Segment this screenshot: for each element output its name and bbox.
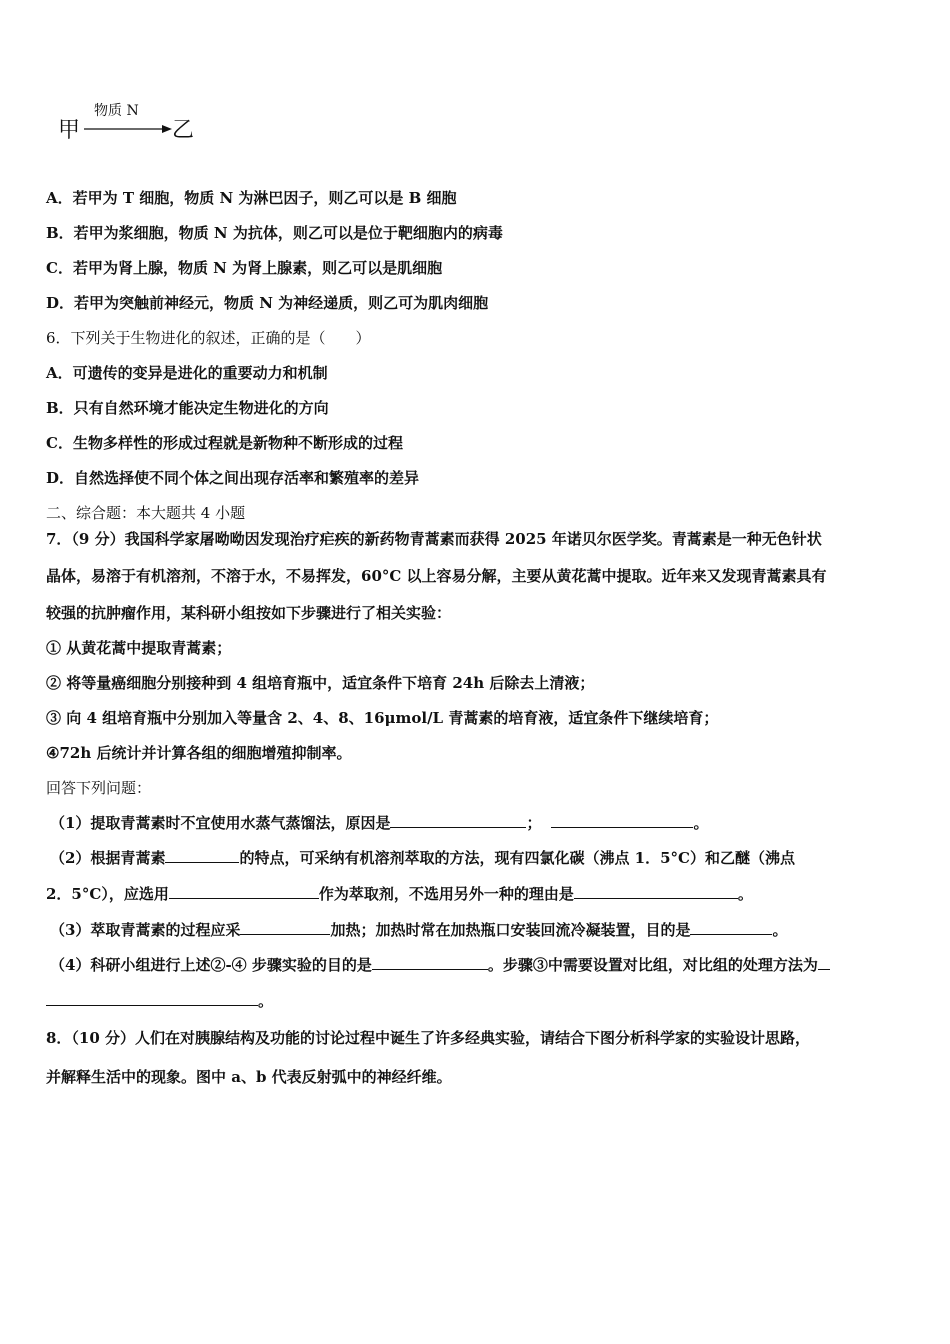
q7-sub-2-text-c: 2．5°C），应选用 — [46, 885, 169, 903]
q7-step-4: ④72h 后统计并计算各组的细胞增殖抑制率。 — [46, 744, 352, 762]
q7-sub-4-line-2 — [46, 991, 273, 1011]
q7-stem-line-3: 较强的抗肿瘤作用，某科研小组按如下步骤进行了相关实验： — [46, 604, 452, 622]
q7-sub-4-text-b: 。步骤③中需要设置对比组，对比组的处理方法为 — [487, 956, 818, 974]
answer-blank[interactable] — [551, 813, 693, 828]
q7-sub-2-text-b: 的特点，可采纳有机溶剂萃取的方法，现有四氯化碳（沸点 1．5°C）和乙醚（沸点 — [239, 849, 795, 867]
q7-sub-1-text: （1）提取青蒿素时不宜使用水蒸气蒸馏法，原因是 — [50, 814, 391, 832]
q8-stem-line-2: 并解释生活中的现象。图中 a、b 代表反射弧中的神经纤维。 — [46, 1068, 452, 1086]
q7-sub-4-end: 。 — [258, 992, 274, 1010]
answer-blank[interactable] — [690, 920, 772, 935]
q7-stem-line-1: 7．（9 分）我国科学家屠呦呦因发现治疗疟疾的新药物青蒿素而获得 2025 年诺贝尔医学奖。青蒿素是一种无色针状 — [46, 530, 822, 548]
q8-stem-line-1: 8．（10 分）人们在对胰腺结构及功能的讨论过程中诞生了许多经典实验，请结合下图分析科学家的实验设计思路， — [46, 1029, 811, 1047]
section-heading: 二、综合题：本大题共 4 小题 — [46, 504, 246, 522]
q6-option-a: A．可遗传的变异是进化的重要动力和机制 — [46, 364, 328, 382]
q7-sub-1 — [50, 813, 708, 833]
q7-sub-2-end: 。 — [737, 885, 753, 903]
answer-blank[interactable] — [46, 991, 258, 1006]
q7-step-2: ② 将等量癌细胞分别接种到 4 组培育瓶中，适宜条件下培育 24h 后除去上清液； — [46, 674, 595, 692]
answer-blank[interactable] — [818, 955, 830, 970]
q7-step-1: ① 从黄花蒿中提取青蒿素； — [46, 639, 232, 657]
q7-sub-2-line-1 — [50, 848, 795, 868]
diagram-arrow-label: 物质 N — [94, 103, 139, 119]
q7-sub-1-separator: ； — [526, 814, 542, 832]
q7-sub-3 — [50, 920, 787, 940]
q7-sub-3-text-b: 加热；加热时常在加热瓶口安装回流冷凝装置，目的是 — [330, 921, 691, 939]
q7-sub-2-text-d: 作为萃取剂，不选用另外一种的理由是 — [318, 885, 574, 903]
answer-blank[interactable] — [165, 848, 239, 863]
reaction-diagram — [58, 100, 208, 148]
q6-option-d: D．自然选择使不同个体之间出现存活率和繁殖率的差异 — [46, 469, 420, 487]
q7-answer-prompt: 回答下列问题： — [46, 779, 152, 797]
q7-sub-3-text-a: （3）萃取青蒿素的过程应采 — [50, 921, 241, 939]
q7-sub-3-end: 。 — [772, 921, 788, 939]
q7-sub-2-line-2 — [46, 884, 753, 904]
answer-blank[interactable] — [390, 813, 526, 828]
q6-option-c: C．生物多样性的形成过程就是新物种不断形成的过程 — [46, 434, 403, 452]
right-arrow-icon — [84, 124, 172, 134]
q6-option-b: B．只有自然环境才能决定生物进化的方向 — [46, 399, 329, 417]
q7-sub-4-text-a: （4）科研小组进行上述②-④ 步骤实验的目的是 — [50, 956, 372, 974]
q7-sub-1-end: 。 — [693, 814, 709, 832]
q5-option-a: A．若甲为 T 细胞，物质 N 为淋巴因子，则乙可以是 B 细胞 — [46, 189, 457, 207]
answer-blank[interactable] — [372, 955, 488, 970]
q7-sub-2-text-a: （2）根据青蒿素 — [50, 849, 166, 867]
q7-stem-line-2: 晶体，易溶于有机溶剂，不溶于水，不易挥发，60°C 以上容易分解，主要从黄花蒿中提取。近年来又发现青蒿素具有 — [46, 567, 827, 585]
q6-stem: 6．下列关于生物进化的叙述，正确的是（ ） — [46, 329, 371, 347]
q5-option-b: B．若甲为浆细胞，物质 N 为抗体，则乙可以是位于靶细胞内的病毒 — [46, 224, 503, 242]
answer-blank[interactable] — [169, 884, 319, 899]
q7-step-3: ③ 向 4 组培育瓶中分别加入等量含 2、4、8、16μmol/L 青蒿素的培育液，适宜条件下继续培育； — [46, 709, 719, 727]
diagram-source-label: 甲 — [58, 118, 81, 143]
answer-blank[interactable] — [574, 884, 738, 899]
q5-option-d: D．若甲为突触前神经元，物质 N 为神经递质，则乙可为肌肉细胞 — [46, 294, 489, 312]
q7-sub-4-line-1 — [50, 955, 830, 975]
answer-blank[interactable] — [240, 920, 330, 935]
q5-option-c: C．若甲为肾上腺，物质 N 为肾上腺素，则乙可以是肌细胞 — [46, 259, 443, 277]
diagram-target-label: 乙 — [172, 118, 195, 143]
